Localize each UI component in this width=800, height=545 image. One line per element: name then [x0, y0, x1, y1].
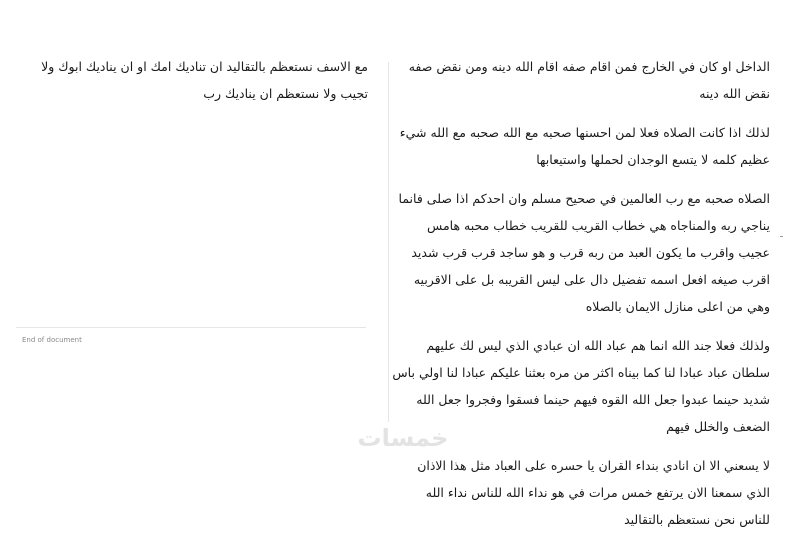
right-text-column [392, 53, 770, 545]
paragraph: مع الاسف نستعظم بالتقاليد ان تناديك امك او ان يناديك ابوك ولا تجيب ولا نستعظم ان يناديك رب [41, 59, 368, 101]
paragraph: لذلك اذا كانت الصلاه فعلا لمن احسنها صحبه مع الله صحبه مع الله شيء عظيم كلمه لا يتسع الوجدان لحملها واستيعابها [399, 125, 770, 167]
end-of-document-rule [16, 327, 366, 328]
paragraph: الداخل او كان في الخارج فمن اقام صفه اقام الله دينه ومن نقض صفه نقض الله دينه [408, 59, 770, 101]
paragraph: ولذلك فعلا جند الله انما هم عباد الله ان عبادي الذي ليس لك عليهم سلطان عباد عبادا لنا كما بيناه اكثر من مره بعثنا عليكم عبادا لنا اولي باس شديد حينما عبدوا جعل الله القوه فيهم حينما فسقوا وفجروا جعل الله الضعف والخلل فيهم [392, 338, 770, 434]
column-divider [388, 62, 389, 422]
edge-tick [780, 236, 783, 237]
paragraph: الصلاه صحبه مع رب العالمين في صحيح مسلم وان احدكم اذا صلى فانما يناجي ربه والمناجاه هي خطاب القريب للقريب خطاب محبه هامس عجيب واقرب ما يكون العبد من ربه قرب و هو ساجد قرب قرب شديد اقرب صيغه افعل اسمه تفضيل دال على ليس القريبه بل على الاقربيه وهي من اعلى منازل الايمان بالصلاه [398, 191, 770, 314]
top-band [0, 0, 800, 40]
end-of-document-label: End of document [22, 336, 82, 344]
paragraph: لا يسعني الا ان انادي بنداء القران يا حسره على العباد مثل هذا الاذان الذي سمعنا الان يرتفع خمس مرات في هو نداء الله للناس نداء الله للناس نحن نستعظم بالتقاليد [417, 458, 770, 527]
watermark-logo: خمسات [357, 424, 449, 452]
left-text-column [20, 53, 368, 119]
